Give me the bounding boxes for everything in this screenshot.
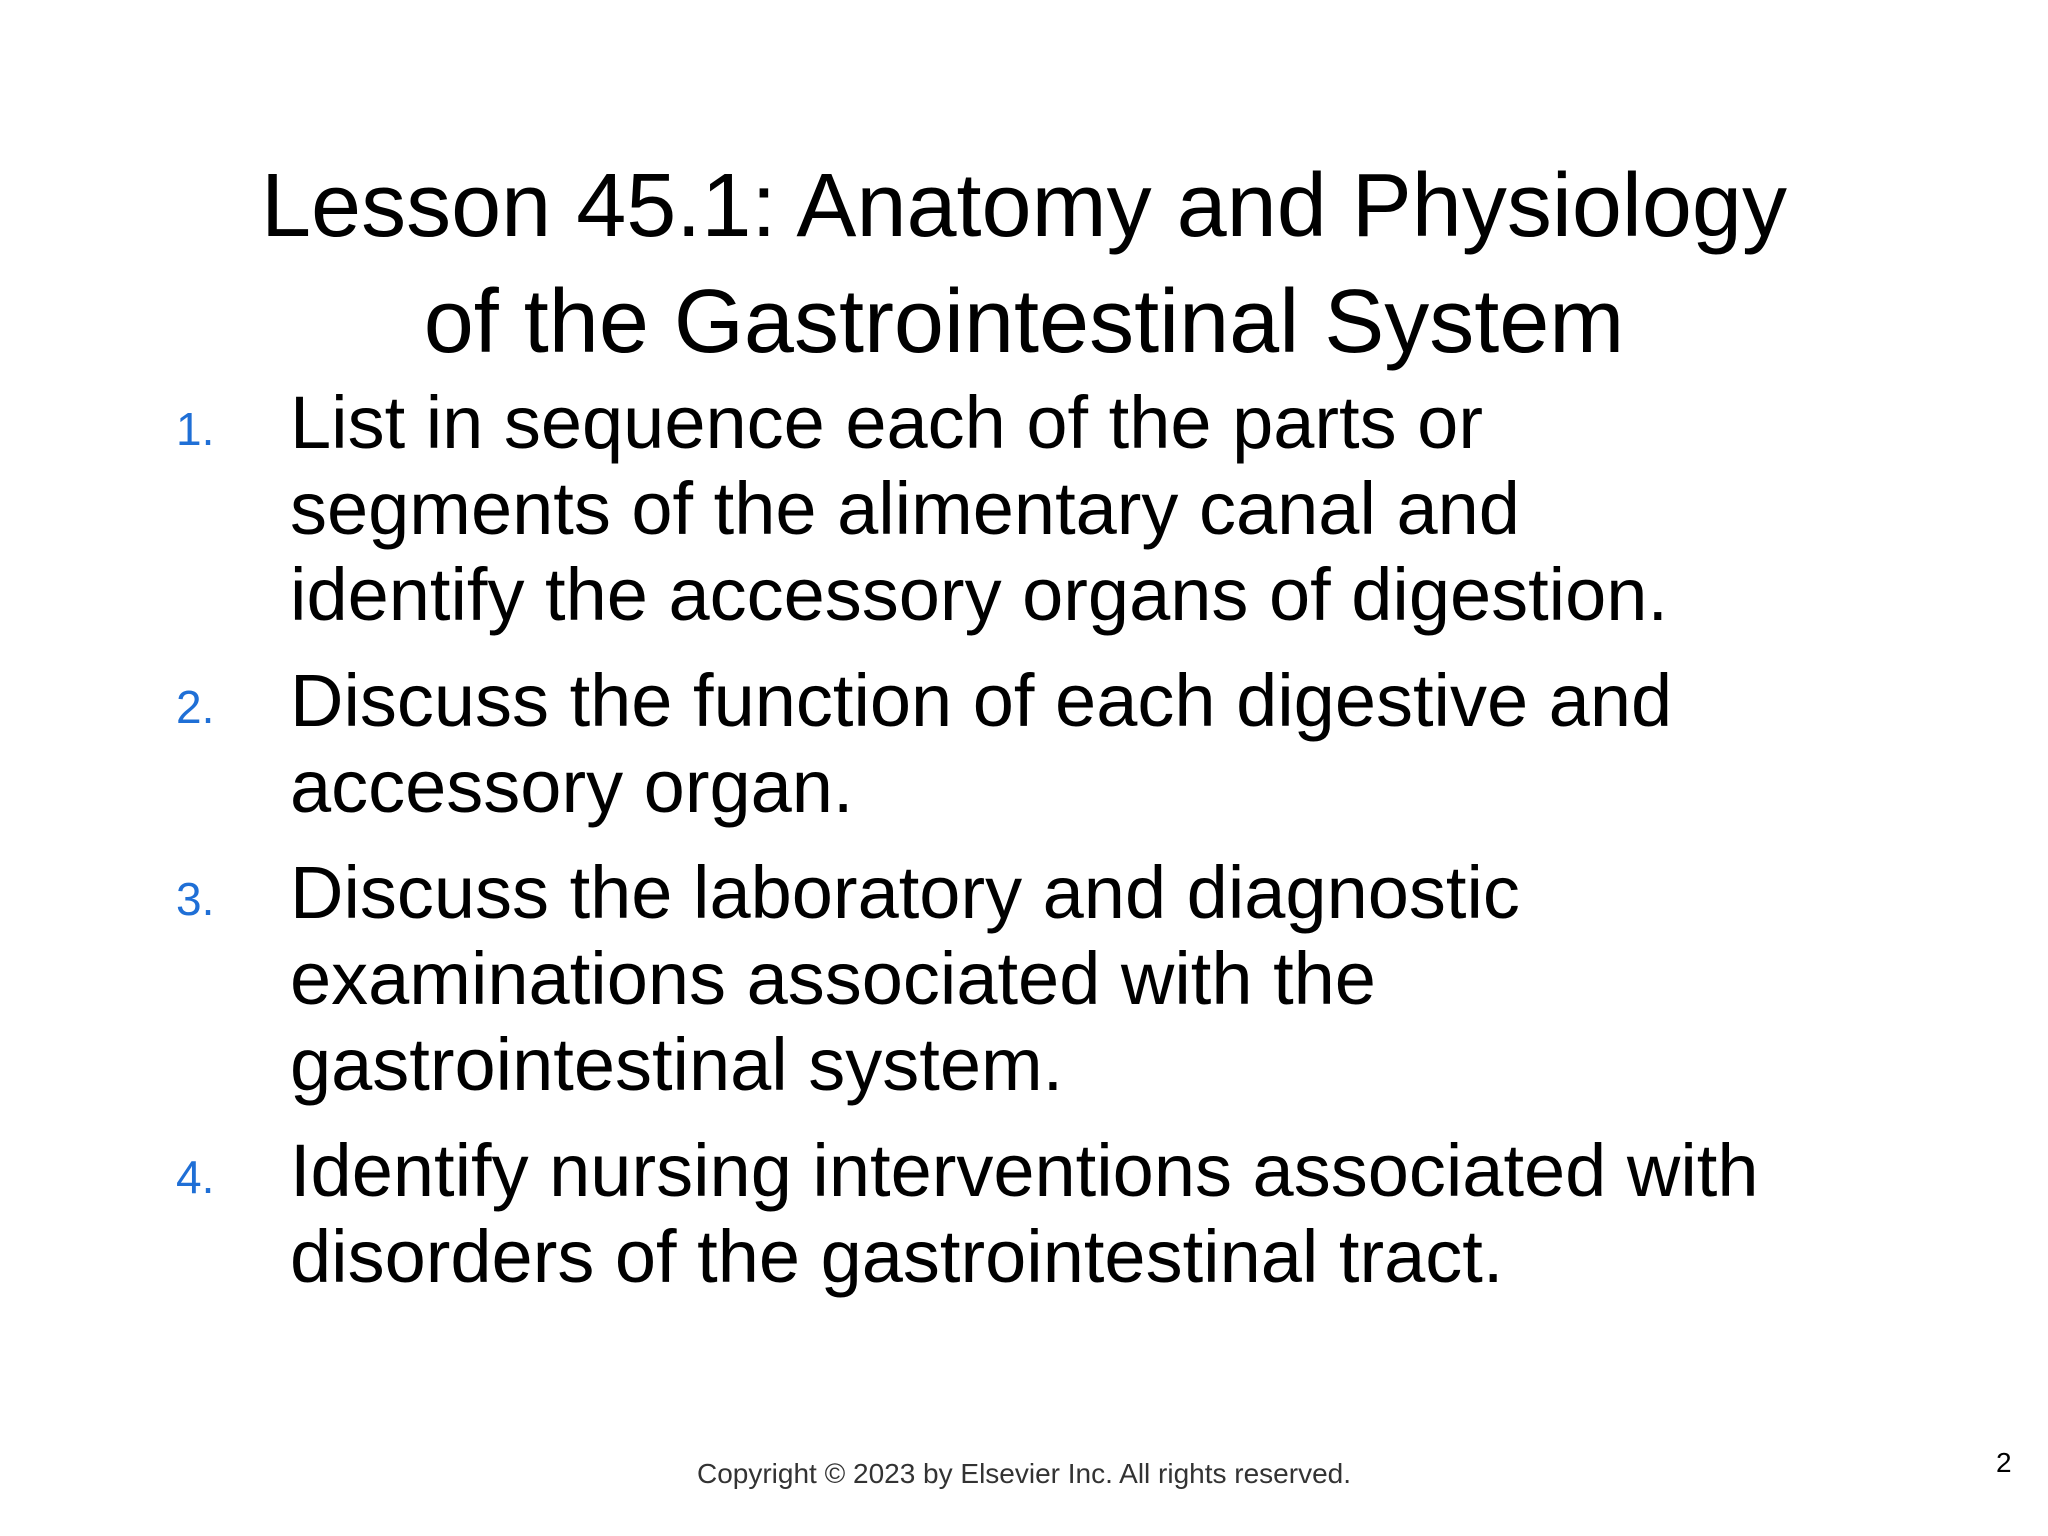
copyright-footer: Copyright © 2023 by Elsevier Inc. All rights reserved. — [696, 1458, 1352, 1489]
objective-line: Identify nursing interventions associated with — [290, 1129, 1759, 1212]
objective-line: Discuss the function of each digestive and — [290, 659, 1673, 742]
objective-item-3 — [0, 850, 1930, 1108]
slide-title-line-2: of the Gastrointestinal System — [423, 272, 1625, 373]
objective-number: 4. — [176, 1151, 215, 1203]
objective-line: List in sequence each of the parts or — [290, 381, 1483, 464]
objective-number: 2. — [176, 681, 215, 733]
objectives-list — [0, 380, 2048, 1320]
slide-page-number: 2 — [1996, 1447, 2012, 1478]
objective-item-4 — [0, 1128, 1930, 1300]
objective-number: 1. — [176, 403, 215, 455]
objective-item-1 — [0, 380, 1930, 638]
objective-number: 3. — [176, 873, 215, 925]
objective-line: Discuss the laboratory and diagnostic — [290, 851, 1520, 934]
slide-title-line-1: Lesson 45.1: Anatomy and Physiology — [260, 156, 1787, 257]
objective-item-2 — [0, 658, 1930, 830]
objective-line: disorders of the gastrointestinal tract. — [290, 1215, 1504, 1298]
objective-line: gastrointestinal system. — [290, 1023, 1064, 1106]
objective-line: examinations associated with the — [290, 937, 1376, 1020]
objective-line: identify the accessory organs of digestion. — [290, 553, 1668, 636]
objective-line: accessory organ. — [290, 745, 854, 828]
slide-title — [0, 148, 2048, 380]
objective-line: segments of the alimentary canal and — [290, 467, 1520, 550]
